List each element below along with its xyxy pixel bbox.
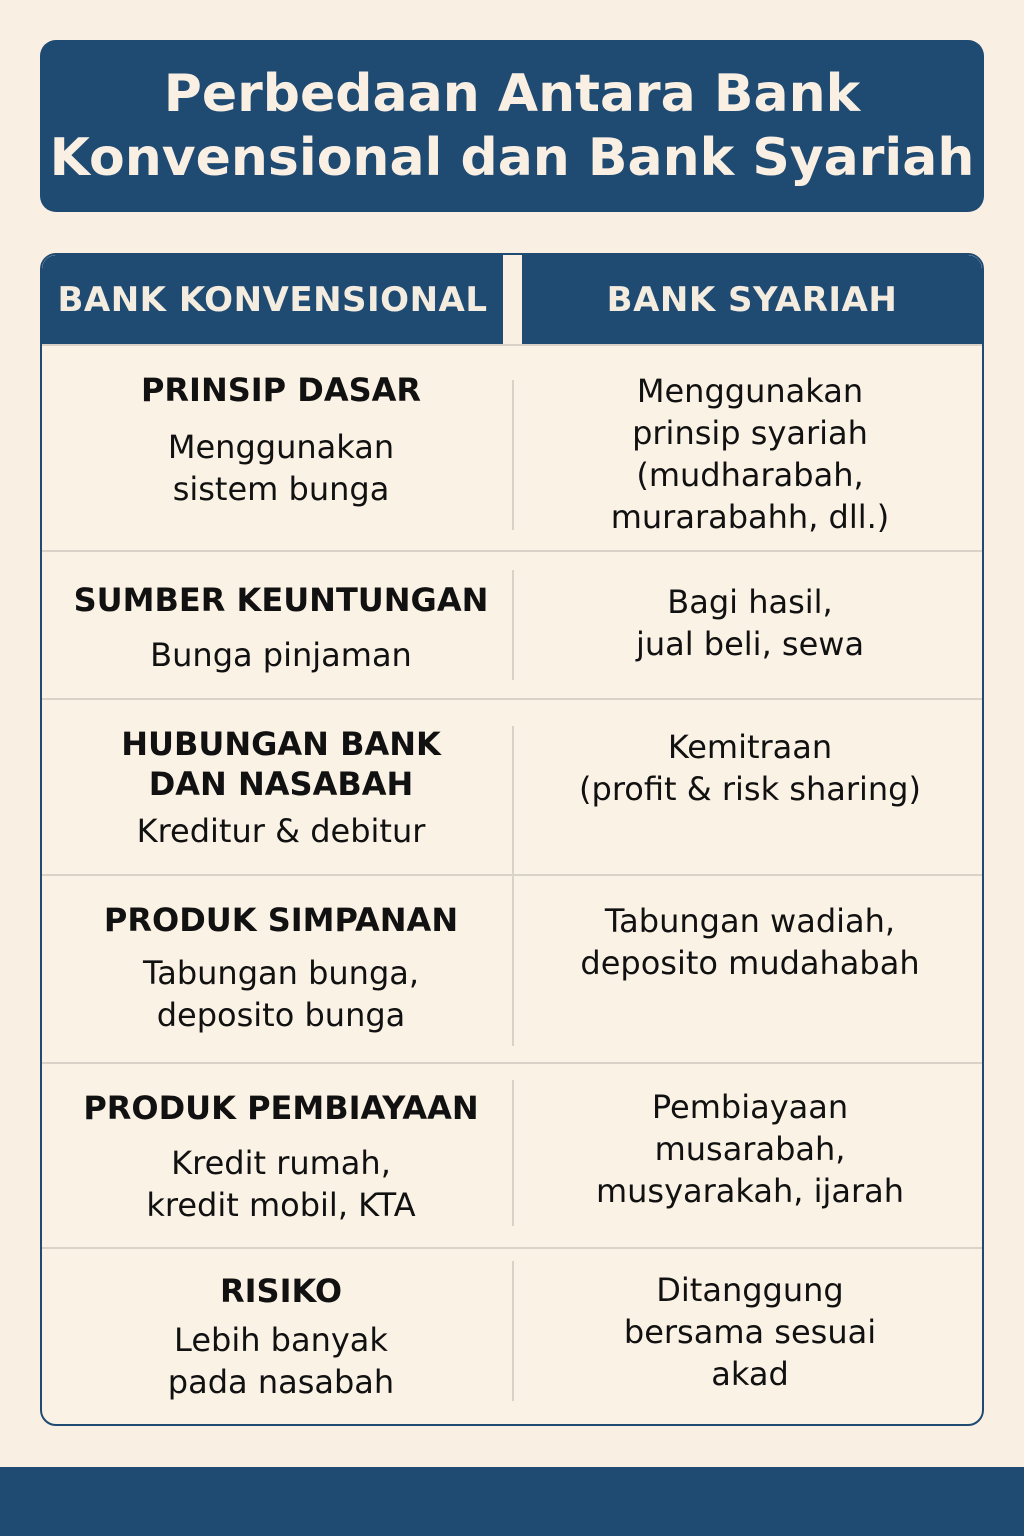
syariah-description <box>520 726 980 810</box>
conventional-line: Menggunakan <box>167 428 395 466</box>
syariah-line: Tabungan wadiah, <box>604 902 896 940</box>
row-aspect-label-line: HUBUNGAN BANK <box>121 725 441 763</box>
conventional-line: Tabungan bunga, <box>142 954 420 992</box>
row-aspect-label: PRODUK PEMBIAYAAN <box>83 1089 479 1127</box>
syariah-line: akad <box>711 1355 789 1393</box>
conventional-description <box>42 952 520 1036</box>
syariah-line: musyarakah, ijarah <box>595 1172 905 1210</box>
conventional-description <box>42 810 520 852</box>
conventional-description <box>42 1142 520 1226</box>
row-aspect-label: PRINSIP DASAR <box>140 371 422 409</box>
conventional-description <box>42 426 520 510</box>
row-aspect-label: RISIKO <box>219 1272 343 1310</box>
syariah-description <box>520 370 980 538</box>
footer-bar <box>0 1467 1024 1536</box>
syariah-description <box>520 581 980 665</box>
row-aspect-conventional-cell <box>42 370 520 510</box>
table-row <box>42 700 982 874</box>
syariah-line: prinsip syariah <box>632 414 868 452</box>
row-aspect-conventional-cell <box>42 580 520 676</box>
page-title <box>40 40 984 212</box>
column-header-conventional: BANK KONVENSIONAL <box>42 255 503 344</box>
syariah-line: (profit & risk sharing) <box>579 770 921 808</box>
syariah-line: bersama sesuai <box>623 1313 877 1351</box>
row-aspect-conventional-cell <box>42 1088 520 1226</box>
syariah-line: (mudharabah, <box>636 456 864 494</box>
row-aspect-label: SUMBER KEUNTUNGAN <box>73 581 489 619</box>
conventional-line: deposito bunga <box>156 996 406 1034</box>
table-row <box>42 876 982 1062</box>
syariah-line: Bagi hasil, <box>667 583 833 621</box>
syariah-line: jual beli, sewa <box>635 625 865 663</box>
conventional-description <box>42 1319 520 1403</box>
comparison-table <box>40 253 984 1426</box>
syariah-line: Menggunakan <box>636 372 864 410</box>
conventional-line: kredit mobil, KTA <box>146 1186 416 1224</box>
page-title-line-1: Perbedaan Antara Bank <box>163 64 861 124</box>
syariah-line: Ditanggung <box>656 1271 844 1309</box>
syariah-line: Kemitraan <box>667 728 833 766</box>
conventional-line: Kreditur & debitur <box>136 812 426 850</box>
conventional-line: Lebih banyak <box>174 1321 388 1359</box>
syariah-description <box>520 900 980 984</box>
conventional-line: Kredit rumah, <box>171 1144 391 1182</box>
table-row <box>42 552 982 698</box>
syariah-line: Pembiayaan <box>651 1088 849 1126</box>
table-row <box>42 1249 982 1424</box>
syariah-line: murarabahh, dll.) <box>610 498 890 536</box>
row-aspect-conventional-cell <box>42 900 520 1036</box>
row-aspect-label-line: DAN NASABAH <box>148 765 414 803</box>
row-aspect-label: PRODUK SIMPANAN <box>103 901 459 939</box>
syariah-line: deposito mudahabah <box>580 944 920 982</box>
page-title-line-2: Konvensional dan Bank Syariah <box>49 128 975 188</box>
row-aspect-label <box>42 724 520 804</box>
table-header <box>42 255 982 344</box>
syariah-description <box>520 1086 980 1212</box>
conventional-line: sistem bunga <box>172 470 390 508</box>
syariah-description <box>520 1269 980 1395</box>
conventional-line: Bunga pinjaman <box>150 636 412 674</box>
row-aspect-conventional-cell <box>42 724 520 852</box>
column-header-syariah: BANK SYARIAH <box>522 255 982 344</box>
syariah-line: musarabah, <box>654 1130 846 1168</box>
table-row <box>42 346 982 550</box>
table-row <box>42 1064 982 1247</box>
row-aspect-conventional-cell <box>42 1271 520 1403</box>
conventional-line: pada nasabah <box>167 1363 395 1401</box>
conventional-description <box>42 634 520 676</box>
